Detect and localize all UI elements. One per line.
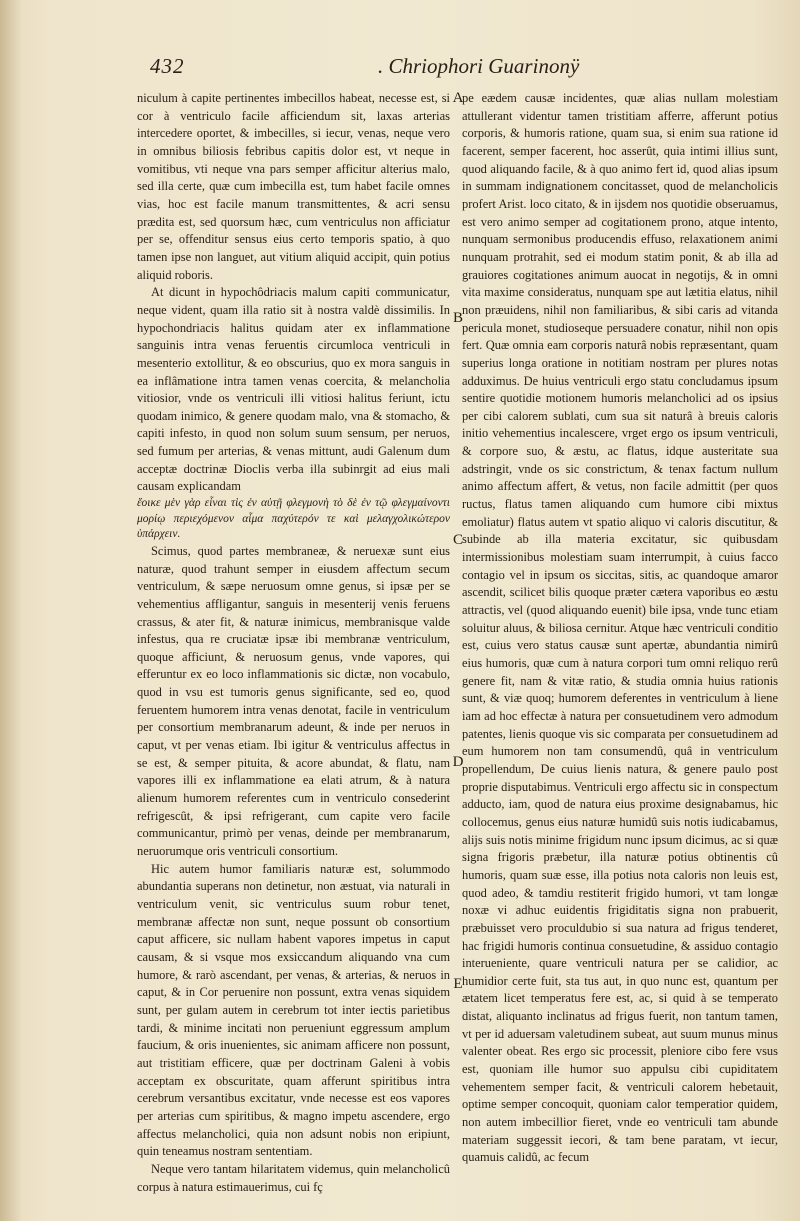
- greek-quotation: ἔοικε μὲν γὰρ εἶναι τὶς ἐν αὐτῇ φλεγμονὴ τὸ δὲ ἐν τῷ φλεγμαίνοντι μορίῳ περιεχόμενον αἷμα παχύτερόν τε καὶ μελαγχολικώτερον ὑπάρχειν.: [137, 497, 450, 541]
- running-title: . Chriophori Guarinonÿ: [378, 54, 580, 78]
- left-paragraph-5: Neque vero tantam hilaritatem videmus, quin melancholicû corpus à natura estimauerimus, cui fç: [137, 1161, 450, 1194]
- margin-letter-d: D: [452, 754, 464, 770]
- margin-letter-e: E: [453, 976, 463, 992]
- margin-letter-c: C: [452, 532, 463, 548]
- left-paragraph-2: At dicunt in hypochôdriacis malum capiti communicatur, neque vident, quam illa ratio sit à nostra valdè dissimilis. In hypochondriacis halitus quidam ater ex inflammatione sanguinis intra venas feruentis circumloca ventriculi in mesenterio extollitur, & eo obscurius, quo ex mora sanguis in ea inflâmatione intra tamen venas coercita, & melancholia vitiosior, vnde os ventriculi illi vitiosi halitus feriunt, ictu quodam inimico, & genere quodam malo, vna & stomacho, & capiti infesto, in quod non solum suum sensum, per neruos, sed fumum per arterias, & venas mittunt, audi Galenum dum acceptæ doctrinæ Dioclis verba illa subinrgit ad eius mali causam explicandam: [137, 285, 450, 494]
- right-paragraph-1: pe eædem causæ incidentes, quæ alias nullam molestiam attullerant videntur tamen tristitiam afferre, afferunt potius corporis, & humoris ratione, quam sua, si enim sua ratione id facerent, semper facerent, hoc asserût, quia intimi illius sunt, quod aliquando facile, & à quo animo fert id, quod alias ipsum in summam indignationem concitasset, quod de melancholicis profert Arist. loco citato, & in ijsdem nos quotidie obseruamus, est vero animo semper ad cogitationem prono, atque intento, nunquam sermonibus producendis effuso, relaxationem animi nunquam protrahit, sed ei modum statim ponit, & ab illa ad grauiores cogitationes animum auocat in negotijs, & in omni vita maxime consideratus, nunquam spe aut lætitia elatus, nihil non præuidens, nihil non familiaribus, & sibi caris ad vitanda pericula monet, studioseque persuadere conatur, nihil non opis fert. Quæ omnia eam corporis naturâ nobis repræsentant, quam superius longa oratione in notitiam nostram per plures notas adduximus. De huius ventriculi ergo statu concludamus ipsum sentire quotidie motionem humoris melancholici ad os ipsius per cibi calorem sublati, cum sua sit naturâ à breuis caloris initio vehementius incalescere, vrget ergo os ipsum ventriculi, & corpore suo, & æstu, ac flatus, idque austeritate sua adstringit, vnde os sic constrictum, & tenax factum nullum animo affectum affert, & vetus, non facile admittit (per quos ructus, flatus tamen aliquando cum humore cibi mixtus emoliatur) flatus autem vt spatio aliquo vi caloris discutitur, & subinde ab illa materia excitatur, sic quibusdam intermissionibus molestiam suam interrumpit, à cuius facco contagio vel in ipsum os siccitas, sitis, ac quandoque amaror ascendit, scilicet bilis quoque præter cætera vaporibus eo æstu attractis, vel (quod aliquando euenit) bile ipsa, vnde tunc etiam soluitur aluus, & biliosa cernitur. Atque hæc ventriculi conditio est, cuius vero status causæ sunt apertæ, abundantia nimirû eius humoris, quæ cum à natura corpori tum omni reliquo rerû genere fit, nam & vitæ ratio, & studia omnia huius rationis sunt, & viæ quoq; humorem deferentes in ventriculum à liene iam ad hoc effectæ à natura per consuetudinem vero admodum patentes, lienis quoque vis sic comparata per consuetudinem ad eum humorem non tam consumendû, quâ in ventriculum propellendum, De cuius lienis natura, & genere paulo post proprie disputabimus. Ventriculi ergo affectu sic in conspectum adducto, iam, quod de natura eius proxime designabamus, hic collocemus, genus eius naturæ humidû suis notis iudicabamus, alijs suis notis minime frigidum nunc ipsum dicimus, ac si quæ signa frigoris præbetur, illa naturæ potius obtinentis cû humoris, quam suæ esse, illa potius nota caloris non leuis est, quod adeo, & tamdiu restiterit frigido humori, vt tam longæ noxæ vi adhuc euidentis frigiditatis signa non prabuerit, præbuisset vero proculdubio si sua natura ad frigus tenderet, hac frigidi humoris continua consuetudine, & assiduo contagio interueniente, quare ventriculi natura per se calidior, ac humidior certe fuit, sta tus aut, in quo nunc est, quantum per ætatem licet temperatus fere est, ac, si quid à se temperato distat, aliquanto inclinatus ad frigus fuerit, non tantum tamen, vt per id aduersam valetudinem subeat, aut suum munus minus valenter obeat. Res ergo sic processit, pleniore cibo fere vsus est, quoniam ille humor suo appulsu cibi cupiditatem vehementem semper facit, & ventriculi calorem hebetauit, optime semper concoquit, quoniam calor temperatior quidem, non autem imbecillior fieret, vnde eo ventriculi tam abunde materiam suggessit iecori, & tam bene paratam, vt iecur, quamuis calidû, ac fecum: [462, 91, 778, 1165]
- page-number: 432: [150, 54, 185, 78]
- left-paragraph-4: Hic autem humor familiaris naturæ est, solummodo abundantia superans non detinetur, non æstuat, via naturali in ventriculum venit, sic ventriculus suum robur tenet, membranæ affectæ non sunt, neque possunt ob consortium caput afficere, sic nullam habent vapores impetus in caput causam, & si vsque mos exsiccandum aliquando vna cum humore, & rarò ascendant, per venas, & arterias, & neruos in caput, & in Cor peruenire non possunt, extra venas siquidem sunt, per gulam autem in cerebrum tot inter iectis parietibus tardi, & minime incitati non perueniunt eggressum amplum faucium, & oris inuenientes, sic animam afficere non possunt, aut tristitiam efficere, quæ per doctrinam Galeni à vobis acceptam ex obscuritate, quam afferunt spiritibus intra cerebrum versantibus excitatur, vnde necesse est eos vapores per arterias cum spiritibus, & magno impetu ascendere, ergo affectus melancholici, quia non adsunt nobis non eripiunt, quin teneamus nostram sententiam.: [137, 861, 450, 1159]
- left-paragraph-3: Scimus, quod partes membraneæ, & neruexæ sunt eius naturæ, quod trahunt semper in eiusdem affectum secum ventriculum, & sæpe neruosum omne genus, si ipsæ per se vehementius affligantur, sanguis in mesenterij venis feruens crassus, & ater fit, & naturæ inimicus, membranisque valde infestus, qua re cruciatæ ipsæ ibi membranæ ventriculum, quoque afficiunt, & neruosum genus, vnde vapores, qui efferuntur ex eo loco inflammationis sic dictæ, non vocabulo, quod in vsu est tumoris genus significante, sed eo, quod feruentem humorem intra venas denotat, facile in ventriculum per consortium membranarum adeunt, & inde per neruos in caput, vt per venas etiam. Ibi igitur & ventriculus affectus in se est, & semper pituita, & acore abundat, & flatu, nam vapores illi ex inflammatione ea elati atrum, & à natura alienum humorem referentes cum in ventriculo consederint refrigescût, & ipsi refrigerant, cum capite vero facile communicantur, primò per venas, deinde per membranarum, neruorumque oris ventriculi consortium.: [137, 543, 450, 859]
- left-paragraph-1: niculum à capite pertinentes imbecillos habeat, necesse est, si cor à ventriculo facile afficiendum sit, laxas arterias intercedere oportet, & imbecilles, si iecur, venas, neque vero in omnibus biliosis febribus capitis dolor est, vt neque in vomitibus, vti neque vna pars semper afficitur alterius malo, sed illa certe, quæ cum imbecilla est, tum habet facile omnes vias, hoc est facile manum transmittentes, & acri sensu prædita est, sed quorsum hæc, cum ventriculus non afficiatur per se, offenditur sensus eius certo temporis spatio, à quo tamen ipse non languet, aut vitium aliquid accipit, quin potius aliquid roboris.: [137, 91, 450, 282]
- left-column: [137, 90, 450, 1196]
- margin-letter-a: A: [452, 90, 464, 106]
- spine-shadow: [0, 0, 22, 1221]
- right-column: [462, 90, 778, 1167]
- margin-letter-b: B: [452, 310, 463, 326]
- page-header: [150, 54, 660, 84]
